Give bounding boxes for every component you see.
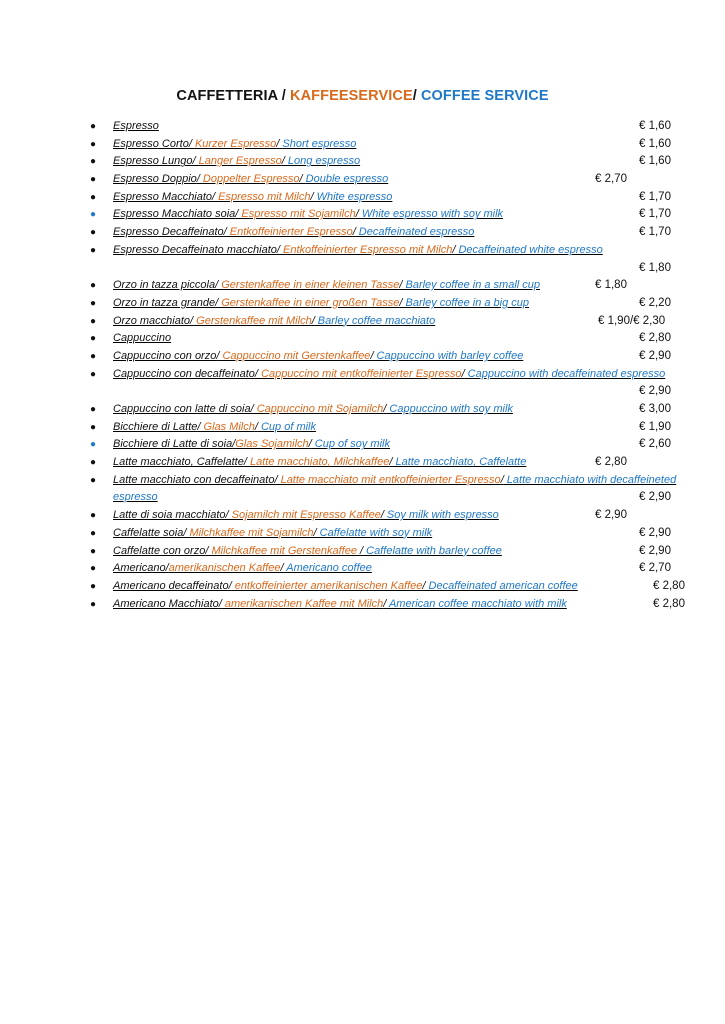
list-item (0, 543, 725, 561)
item-price: € 2,90 (639, 349, 671, 362)
list-item (0, 153, 725, 171)
bullet-icon: ● (90, 404, 97, 416)
bullet-icon: ● (90, 121, 97, 132)
item-name: Latte macchiato con decaffeinato/ Latte macchiato mit entkoffeinierter Espresso/ Latte macchiato with decaffeineted espresso (113, 473, 677, 504)
item-name: Bicchiere di Latte di soia/Glas Sojamilch/ Cup of soy milk (113, 438, 390, 451)
title-italian: CAFFETTERIA (176, 88, 278, 104)
item-price: € 2,90 (595, 509, 627, 522)
item-name: Espresso Lungo/ Langer Espresso/ Long espresso (113, 155, 361, 168)
item-name: Espresso Corto/ Kurzer Espresso/ Short espresso (113, 137, 357, 150)
item-price: € 2,70 (595, 173, 627, 186)
list-item (0, 401, 725, 419)
bullet-icon: ● (90, 474, 97, 486)
item-name: Americano/amerikanischen Kaffee/ Americano coffee (113, 562, 372, 575)
bullet-icon: ● (90, 510, 97, 522)
item-name: Bicchiere di Latte/ Glas Milch/ Cup of milk (113, 420, 316, 433)
item-price: € 1,90/€ 2,30 (598, 314, 666, 327)
bullet-icon: ● (90, 297, 97, 309)
item-price: € 1,70 (639, 226, 671, 239)
item-price: € 1,90 (639, 420, 671, 433)
item-name: Cappuccino (113, 332, 172, 345)
item-price: € 2,20 (639, 296, 671, 309)
item-name: Latte di soia macchiato/ Sojamilch mit Espresso Kaffee/ Soy milk with espresso (113, 509, 499, 522)
list-item (0, 596, 725, 614)
item-price: € 2,90 (639, 491, 671, 504)
page-title (0, 88, 725, 104)
title-separator: / (412, 88, 421, 104)
list-item (0, 118, 725, 136)
list-item (0, 436, 725, 454)
item-name: Americano decaffeinato/ entkoffeinierter amerikanischen Kaffee/ Decaffeinated american coffee (113, 579, 578, 592)
item-price: € 2,80 (639, 332, 671, 345)
bullet-icon: ● (90, 174, 97, 186)
item-name: Espresso (113, 120, 159, 132)
bullet-icon: ● (90, 191, 97, 203)
bullet-icon: ● (90, 563, 97, 575)
item-name: Caffelatte con orzo/ Milchkaffee mit Gerstenkaffee / Caffelatte with barley coffee (113, 544, 502, 557)
item-name: Espresso Macchiato soia/ Espresso mit Sojamilch/ White espresso with soy milk (113, 208, 504, 221)
bullet-icon: ● (90, 209, 97, 221)
list-item (0, 507, 725, 525)
item-price: € 2,90 (639, 526, 671, 539)
list-item (0, 136, 725, 154)
item-name: Orzo in tazza grande/ Gerstenkaffee in einer großen Tasse/ Barley coffee in a big cup (113, 296, 530, 309)
title-english: COFFEE SERVICE (420, 88, 549, 104)
item-name: Espresso Decaffeinato macchiato/ Entkoffeinierter Espresso mit Milch/ Decaffeinated white espresso (113, 243, 603, 256)
list-item (0, 578, 725, 596)
item-price: € 1,70 (639, 208, 671, 221)
item-price: € 2,80 (595, 456, 627, 469)
list-item (0, 295, 725, 313)
bullet-icon: ● (90, 545, 97, 557)
item-name: Espresso Doppio/ Doppelter Espresso/ Double espresso (113, 173, 389, 186)
item-price: € 1,60 (639, 155, 671, 168)
title-german: KAFFEESERVICE (290, 88, 413, 104)
bullet-icon: ● (90, 580, 97, 592)
list-item (0, 366, 725, 401)
list-item (0, 454, 725, 472)
item-name: Espresso Macchiato/ Espresso mit Milch/ White espresso (113, 190, 393, 203)
bullet-icon: ● (90, 156, 97, 168)
bullet-icon: ● (90, 350, 97, 362)
item-name: Latte macchiato, Caffelatte/ Latte macchiato, Milchkaffee/ Latte macchiato, Caffelatte (113, 456, 527, 469)
list-item (0, 171, 725, 189)
item-name: Americano Macchiato/ amerikanischen Kaffee mit Milch/ American coffee macchiato with milk (113, 597, 567, 610)
item-price: € 3,00 (639, 403, 671, 416)
list-item (0, 419, 725, 437)
bullet-icon: ● (90, 244, 97, 256)
item-price: € 2,80 (653, 597, 685, 610)
item-name: Espresso Decaffeinato/ Entkoffeinierter Espresso/ Decaffeinated espresso (113, 226, 475, 239)
item-name: Cappuccino con decaffeinato/ Cappuccino mit entkoffeinierter Espresso/ Cappuccino with decaffeinated espresso (113, 367, 666, 380)
bullet-icon: ● (90, 315, 97, 327)
list-item (0, 224, 725, 242)
item-name: Orzo macchiato/ Gerstenkaffee mit Milch/ Barley coffee macchiato (113, 314, 436, 327)
list-item (0, 330, 725, 348)
bullet-icon: ● (90, 421, 97, 433)
item-price: € 1,80 (595, 279, 627, 292)
item-price: € 1,60 (639, 120, 671, 132)
item-price: € 2,60 (639, 438, 671, 451)
list-item (0, 206, 725, 224)
bullet-icon: ● (90, 439, 97, 451)
item-price: € 1,60 (639, 137, 671, 150)
list-item (0, 242, 725, 277)
list-item (0, 560, 725, 578)
item-price: € 2,70 (639, 562, 671, 575)
bullet-icon: ● (90, 138, 97, 150)
bullet-icon: ● (90, 368, 97, 380)
item-price: € 1,70 (639, 190, 671, 203)
bullet-icon: ● (90, 280, 97, 292)
list-item (0, 348, 725, 366)
item-name: Cappuccino con latte di soia/ Cappuccino mit Sojamilch/ Cappuccino with soy milk (113, 403, 513, 416)
item-name: Caffelatte soia/ Milchkaffee mit Sojamilch/ Caffelatte with soy milk (113, 526, 433, 539)
title-separator: / (277, 88, 291, 104)
list-item (0, 313, 725, 331)
list-item (0, 525, 725, 543)
bullet-icon: ● (90, 333, 97, 345)
item-name: Cappuccino con orzo/ Cappuccino mit Gerstenkaffee/ Cappuccino with barley coffee (113, 349, 524, 362)
list-item (0, 277, 725, 295)
item-price: € 2,90 (639, 544, 671, 557)
bullet-icon: ● (90, 457, 97, 469)
list-item (0, 472, 725, 507)
item-price: € 2,90 (639, 385, 671, 398)
item-price: € 2,80 (653, 579, 685, 592)
bullet-icon: ● (90, 527, 97, 539)
bullet-icon: ● (90, 227, 97, 239)
bullet-icon: ● (90, 598, 97, 610)
item-name: Orzo in tazza piccola/ Gerstenkaffee in einer kleinen Tasse/ Barley coffee in a small cup (113, 279, 541, 292)
menu-list (0, 118, 725, 613)
item-price: € 1,80 (639, 261, 671, 274)
list-item (0, 189, 725, 207)
